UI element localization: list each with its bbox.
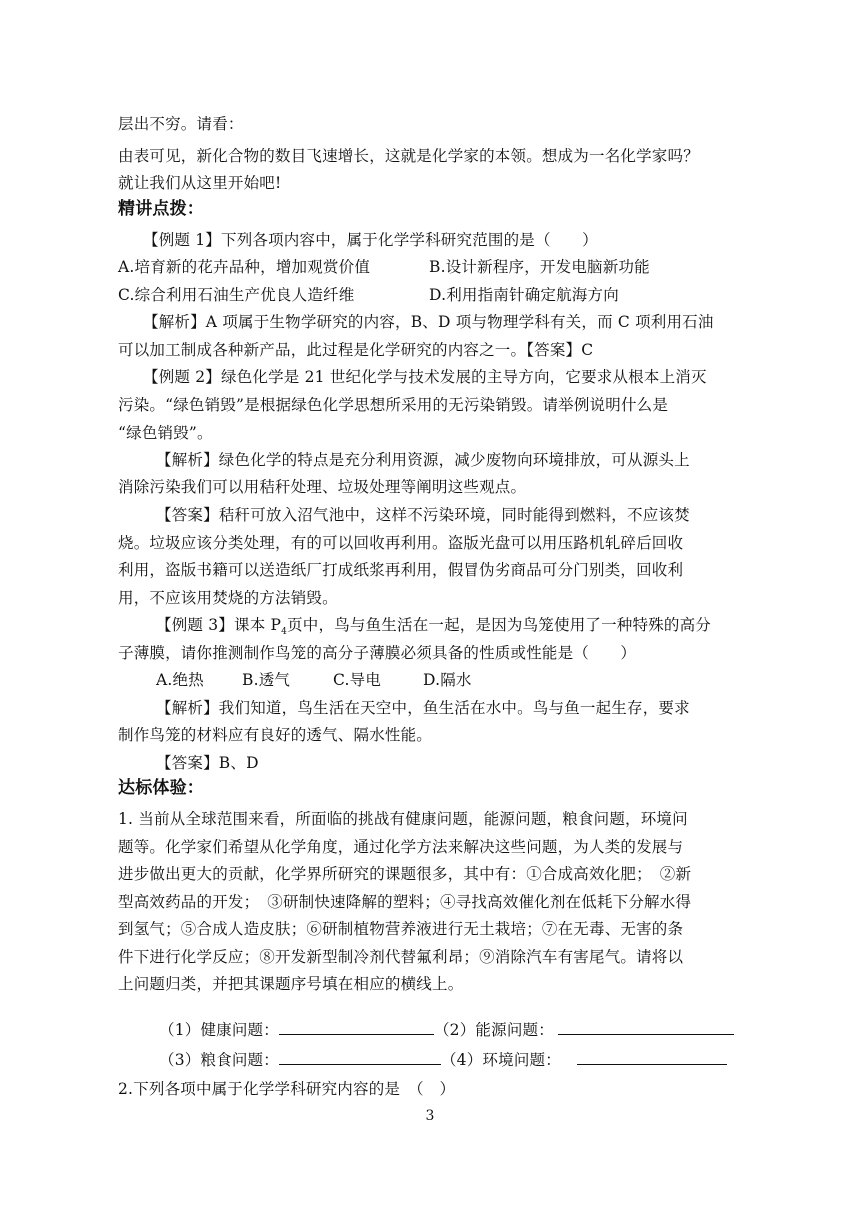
example3-analysis-line-1: 【解析】我们知道，鸟生活在天空中，鱼生活在水中。鸟与鱼一起生存，要求 bbox=[156, 699, 690, 717]
practice2-question: 2.下列各项中属于化学学科研究内容的是 （ ） bbox=[118, 1080, 456, 1098]
example1-option-d: D.利用指南针确定航海方向 bbox=[429, 286, 619, 304]
intro-line-1: 层出不穷。请看： bbox=[118, 115, 244, 133]
example1-options-row2 bbox=[118, 284, 619, 306]
example3-question-part-a: 【例题 3】课本 P bbox=[156, 616, 282, 634]
example3-answer: 【答案】B、D bbox=[156, 754, 259, 772]
example2-question-line-2: 污染。“绿色销毁”是根据绿色化学思想所采用的无污染销毁。请举例说明什么是 bbox=[118, 396, 669, 414]
environment-answer-blank[interactable] bbox=[577, 1049, 727, 1065]
example2-question-line-3: “绿色销毁”。 bbox=[118, 424, 213, 442]
example3-option-a: A.绝热 bbox=[156, 671, 204, 689]
intro-line-2: 由表可见，新化合物的数目飞速增长，这就是化学家的本领。想成为一名化学家吗？ bbox=[118, 147, 699, 165]
example1-question: 【例题 1】下列各项内容中，属于化学学科研究范围的是（ ） bbox=[143, 231, 598, 249]
example3-option-b: B.透气 bbox=[242, 671, 291, 689]
energy-label: （2）能源问题： bbox=[433, 1021, 554, 1039]
practice1-line-4: 型高效药品的开发； ③研制快速降解的塑料；④寻找高效催化剂在低耗下分解水得 bbox=[118, 893, 692, 911]
example3-question-line-1 bbox=[156, 614, 711, 643]
example3-analysis-line-2: 制作鸟笼的材料应有良好的透气、隔水性能。 bbox=[118, 726, 433, 744]
section-heading-explanation: 精讲点拨： bbox=[118, 199, 204, 219]
environment-label: （4）环境问题： bbox=[440, 1051, 561, 1069]
health-label: （1）健康问题： bbox=[159, 1021, 279, 1039]
fill-row-1 bbox=[159, 1019, 734, 1041]
example3-option-d: D.隔水 bbox=[423, 671, 472, 689]
example1-analysis-line-2: 可以加工制成各种新产品，此过程是化学研究的内容之一。【答案】C bbox=[118, 341, 594, 359]
example2-question-line-1: 【例题 2】绿色化学是 21 世纪化学与技术发展的主导方向，它要求从根本上消灭 bbox=[143, 368, 707, 386]
food-label: （3）粮食问题： bbox=[159, 1051, 279, 1069]
food-answer-blank[interactable] bbox=[279, 1049, 441, 1065]
section-heading-practice: 达标体验： bbox=[118, 778, 204, 798]
example2-answer-line-4: 用，不应该用焚烧的方法销毁。 bbox=[118, 589, 338, 607]
example2-answer-line-1: 【答案】秸秆可放入沼气池中，这样不污染环境，同时能得到燃料，不应该焚 bbox=[156, 506, 690, 524]
health-answer-blank[interactable] bbox=[279, 1019, 434, 1035]
intro-line-3: 就让我们从这里开始吧! bbox=[118, 174, 282, 192]
practice1-line-7: 上问题归类，并把其课题序号填在相应的横线上。 bbox=[118, 975, 464, 993]
example1-option-a: A.培育新的花卉品种，增加观赏价值 bbox=[118, 258, 371, 276]
practice1-line-5: 到氢气；⑤合成人造皮肤；⑥研制植物营养液进行无土栽培；⑦在无毒、无害的条 bbox=[118, 920, 684, 938]
example1-option-c: C.综合利用石油生产优良人造纤维 bbox=[118, 286, 355, 304]
page-number: 3 bbox=[425, 1108, 435, 1124]
fill-row-2 bbox=[159, 1049, 727, 1071]
example2-analysis-line-1: 【解析】绿色化学的特点是充分利用资源，减少废物向环境排放，可从源头上 bbox=[156, 451, 690, 469]
example2-answer-line-2: 烧。垃圾应该分类处理，有的可以回收再利用。盗版光盘可以用压路机轧碎后回收 bbox=[118, 534, 684, 552]
example3-options bbox=[156, 669, 472, 691]
practice1-line-6: 件下进行化学反应；⑧开发新型制冷剂代替氟利昂；⑨消除汽车有害尾气。请将以 bbox=[118, 948, 684, 966]
example2-analysis-line-2: 消除污染我们可以用秸秆处理、垃圾处理等阐明这些观点。 bbox=[118, 478, 527, 496]
practice1-line-2: 题等。化学家们希望从化学角度，通过化学方法来解决这些问题，为人类的发展与 bbox=[118, 838, 684, 856]
energy-answer-blank[interactable] bbox=[558, 1019, 734, 1035]
example1-analysis-line-1: 【解析】A 项属于生物学研究的内容，B、D 项与物理学科有关，而 C 项利用石油 bbox=[143, 313, 714, 331]
example1-options-row1 bbox=[118, 256, 650, 278]
example3-question-part-b: 页中，鸟与鱼生活在一起，是因为鸟笼使用了一种特殊的高分 bbox=[287, 616, 711, 634]
example3-page-subscript: 4 bbox=[281, 627, 288, 638]
example3-option-c: C.导电 bbox=[333, 671, 382, 689]
example2-answer-line-3: 利用，盗版书籍可以送造纸厂打成纸浆再利用，假冒伪劣商品可分门别类，回收利 bbox=[118, 561, 684, 579]
practice1-line-3: 进步做出更大的贡献，化学界所研究的课题很多，其中有：①合成高效化肥； ②新 bbox=[118, 865, 692, 883]
practice1-line-1: 1. 当前从全球范围来看，所面临的挑战有健康问题，能源问题，粮食问题，环境问 bbox=[118, 810, 688, 828]
example1-option-b: B.设计新程序，开发电脑新功能 bbox=[429, 258, 650, 276]
example3-question-line-2: 子薄膜，请你推测制作鸟笼的高分子薄膜必须具备的性质或性能是（ ） bbox=[118, 644, 637, 662]
